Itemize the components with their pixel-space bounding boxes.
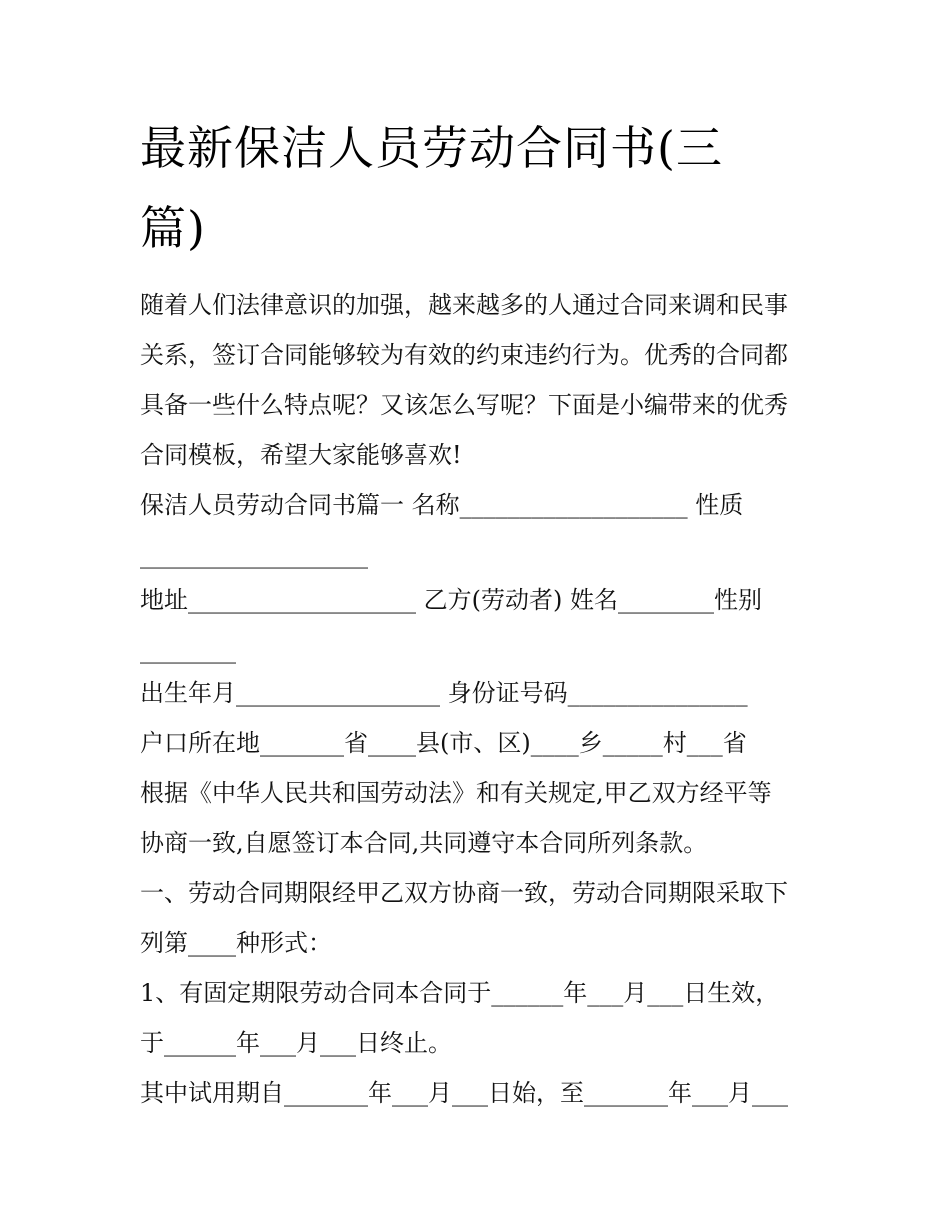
birth-id-line: 出生年月_________________ 身份证号码_______________	[140, 679, 748, 707]
title-line-2: 篇)	[140, 201, 206, 255]
document-title	[140, 116, 800, 260]
party-a-address-line: 地址___________________ 乙方(劳动者) 姓名________性别	[140, 586, 762, 614]
party-b-gender-blank: ________	[140, 636, 236, 664]
intro-line-1: 随着人们法律意识的加强，越来越多的人通过合同来调和民事	[140, 291, 788, 319]
basis-line-1: 根据《中华人民共和国劳动法》和有关规定,甲乙双方经平等	[140, 779, 772, 807]
household-line: 户口所在地_______省____县(市、区)____乡_____村___省	[140, 729, 747, 757]
intro-line-4: 合同模板，希望大家能够喜欢!	[140, 441, 462, 469]
fixed-term-line-2: 于______年___月___日终止。	[140, 1029, 452, 1057]
fixed-term-line-1: 1、有固定期限劳动合同本合同于______年___月___日生效，	[140, 979, 780, 1007]
intro-line-3: 具备一些什么特点呢？又该怎么写呢？下面是小编带来的优秀	[140, 391, 788, 419]
party-a-nature-blank: ___________________	[140, 541, 368, 569]
title-line-1: 最新保洁人员劳动合同书(三	[140, 121, 723, 175]
intro-line-2: 关系，签订合同能够较为有效的约束违约行为。优秀的合同都	[140, 341, 788, 369]
party-a-name-line: 保洁人员劳动合同书篇一 名称___________________ 性质	[140, 491, 744, 519]
document-body	[140, 280, 820, 1118]
basis-line-2: 协商一致,自愿签订本合同,共同遵守本合同所列条款。	[140, 829, 708, 857]
term-line-2: 列第____种形式：	[140, 929, 332, 957]
probation-line: 其中试用期自_______年___月___日始，至_______年___月___	[140, 1079, 788, 1107]
term-line-1: 一、劳动合同期限经甲乙双方协商一致，劳动合同期限采取下	[140, 879, 788, 907]
